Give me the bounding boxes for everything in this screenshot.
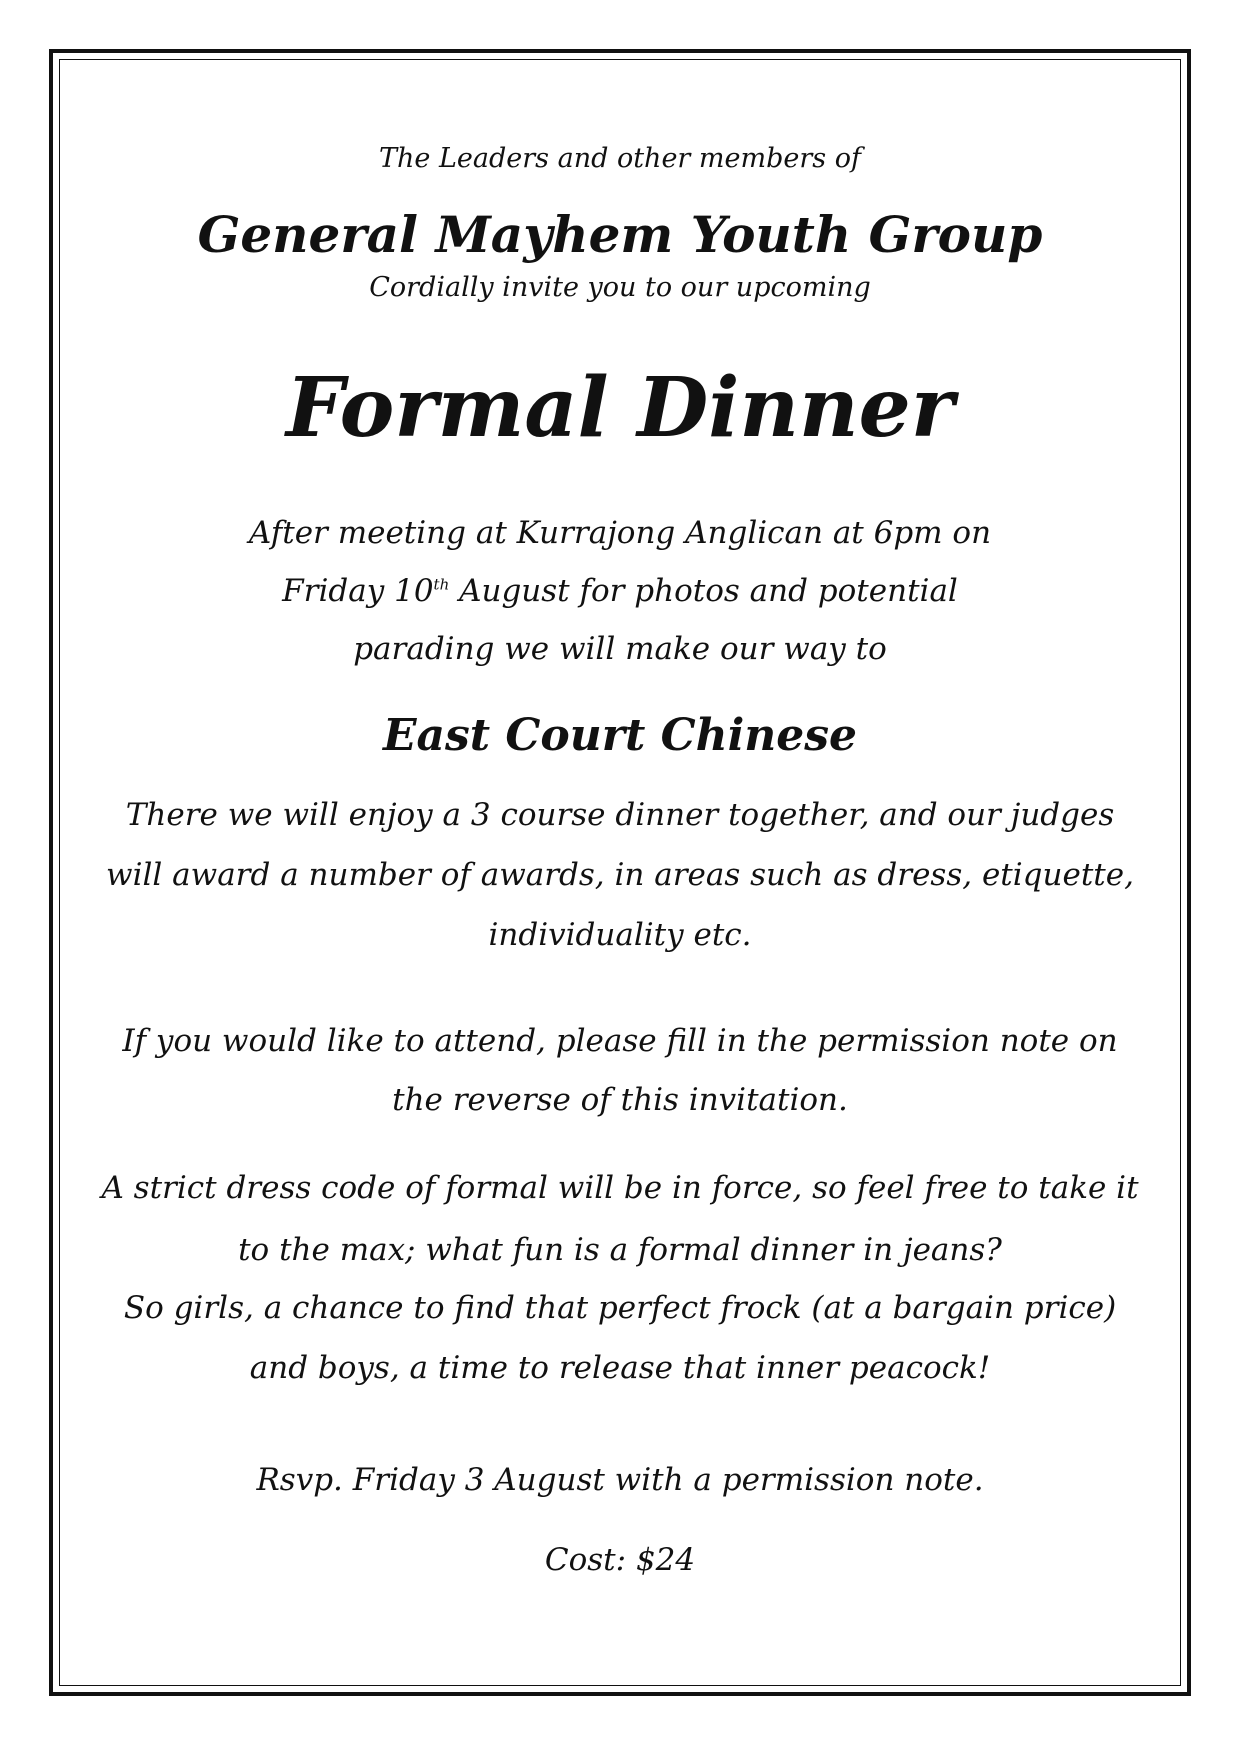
event-title: Formal Dinner <box>285 360 955 456</box>
group-name: General Mayhem Youth Group <box>197 205 1043 264</box>
dress-code-line-4: and boys, a time to release that inner peacock! <box>249 1350 991 1386</box>
date-ordinal-suffix: th <box>433 575 450 594</box>
invite-line: Cordially invite you to our upcoming <box>369 272 871 303</box>
dinner-line-2: will award a number of awards, in areas such as dress, etiquette, <box>106 857 1134 893</box>
meeting-line-2-rest: August for photos and potential <box>449 573 958 609</box>
dress-code-line-2: to the max; what fun is a formal dinner in jeans? <box>238 1232 1002 1268</box>
dinner-line-3: individuality etc. <box>488 917 752 953</box>
venue-name: East Court Chinese <box>382 710 858 761</box>
meeting-line-3: parading we will make our way to <box>353 631 887 667</box>
meeting-line-1: After meeting at Kurrajong Anglican at 6pm on <box>248 515 992 551</box>
attend-line-1: If you would like to attend, please fill in the permission note on <box>122 1023 1118 1059</box>
cost-text: Cost: $24 <box>544 1542 696 1578</box>
dress-code-line-3: So girls, a chance to find that perfect frock (at a bargain price) <box>123 1290 1117 1326</box>
meeting-date-text: Friday 10 <box>282 573 434 609</box>
preamble-text: The Leaders and other members of <box>379 143 861 174</box>
dress-code-line-1: A strict dress code of formal will be in force, so feel free to take it <box>101 1170 1139 1206</box>
attend-line-2: the reverse of this invitation. <box>392 1082 848 1118</box>
rsvp-text: Rsvp. Friday 3 August with a permission note. <box>256 1462 984 1498</box>
dinner-line-1: There we will enjoy a 3 course dinner together, and our judges <box>125 797 1115 833</box>
meeting-line-2 <box>60 573 1180 609</box>
